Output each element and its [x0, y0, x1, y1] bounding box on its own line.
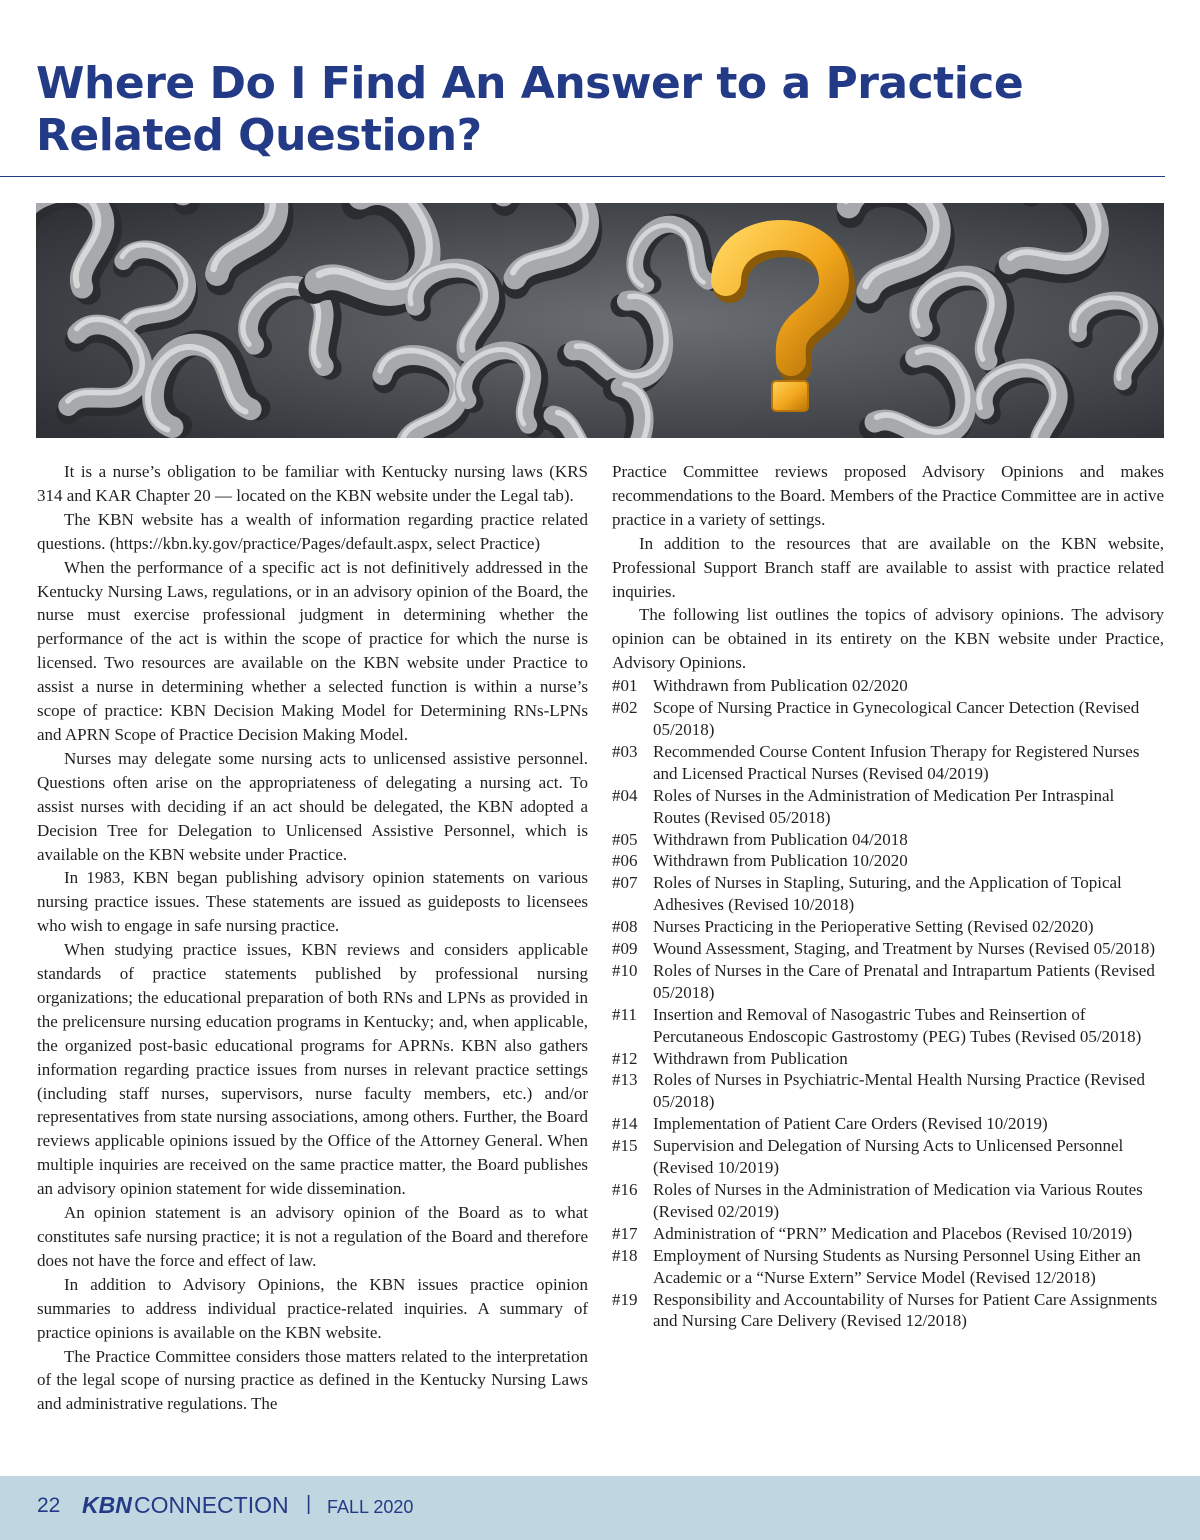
brand-logo-text: CONNECTION	[134, 1492, 289, 1518]
opinion-number: #09	[612, 939, 638, 959]
paragraph: Nurses may delegate some nursing acts to unlicensed assistive personnel. Questions often arise on the appropriateness of delegating a nursing act. To assist nurses with deciding if an act should be delegated, the KBN adopted a Decision Tree for Delegation to Unlicensed Assistive Personnel, which is available on the KBN website under Practice.	[37, 748, 588, 864]
opinion-number: #17	[612, 1223, 638, 1243]
opinion-number: #05	[612, 829, 638, 849]
advisory-opinion-item	[612, 1223, 1164, 1245]
paragraph: When studying practice issues, KBN reviews and considers applicable standards of practice statements published by professional nursing organizations; the educational preparation of both RNs and LPNs as provided in the prelicensure nursing education programs in Kentucky; and, when applicable, the organized post-basic educational programs for APRNs. KBN also gathers information regarding practice issues from nurses in relevant practice settings (including staff nurses, supervisors, nurse faculty members, etc.) and/or representatives from state nursing associations, among others. Further, the Board reviews applicable opinions issued by the Office of the Attorney General. When multiple inquiries are received on the same practice matter, the Board publishes an advisory opinion statement for wide dissemination.	[37, 940, 588, 1199]
opinion-number: #18	[612, 1245, 638, 1265]
opinion-number: #04	[612, 785, 638, 805]
right-column	[612, 460, 1164, 1332]
issue-label: FALL 2020	[327, 1497, 414, 1517]
opinion-title: Roles of Nurses in Psychiatric-Mental Health Nursing Practice (Revised 05/2018)	[653, 1070, 1145, 1112]
opinion-number: #15	[612, 1136, 638, 1156]
opinion-number: #10	[612, 960, 638, 980]
opinion-number: #02	[612, 698, 638, 718]
opinion-title: Withdrawn from Publication 04/2018	[653, 829, 908, 849]
advisory-opinion-item	[612, 1289, 1164, 1333]
opinion-number: #08	[612, 917, 638, 937]
advisory-opinion-item	[612, 850, 1164, 872]
opinion-number: #16	[612, 1180, 638, 1199]
advisory-opinion-item	[612, 1135, 1164, 1179]
opinion-number: #01	[612, 676, 638, 696]
opinion-title: Roles of Nurses in Stapling, Suturing, and the Application of Topical Adhesives (Revised 10/2018)	[653, 873, 1122, 915]
opinion-number: #11	[612, 1004, 637, 1024]
advisory-opinion-item	[612, 1113, 1164, 1135]
opinion-title: Roles of Nurses in the Care of Prenatal and Intrapartum Patients (Revised 05/2018)	[653, 960, 1155, 1002]
opinion-title: Roles of Nurses in the Administration of Medication Per Intraspinal Routes (Revised 05/2018)	[653, 785, 1115, 827]
paragraph: In addition to Advisory Opinions, the KBN issues practice opinion summaries to address individual practice-related inquiries. A summary of practice opinions is available on the KBN website.	[37, 1274, 588, 1342]
paragraph-continuation: Practice Committee reviews proposed Advisory Opinions and makes recommendations to the Board. Members of the Practice Committee are in active practice in a variety of settings.	[612, 462, 1164, 529]
question-marks-image	[36, 203, 1164, 438]
paragraph: An opinion statement is an advisory opinion of the Board as to what constitutes safe nursing practice; it is not a regulation of the Board and therefore does not have the force and effect of law.	[37, 1203, 588, 1270]
opinion-number: #19	[612, 1289, 638, 1309]
opinion-number: #06	[612, 851, 638, 871]
opinion-title: Responsibility and Accountability of Nurses for Patient Care Assignments and Nursing Care Delivery (Revised 12/2018)	[653, 1289, 1158, 1331]
paragraph: In addition to the resources that are available on the KBN website, Professional Support Branch staff are available to assist with practice related inquiries.	[612, 533, 1164, 601]
paragraph: The Practice Committee considers those matters related to the interpretation of the legal scope of nursing practice as defined in the Kentucky Nursing Laws and administrative regulations. The	[37, 1346, 588, 1414]
advisory-opinion-item	[612, 697, 1164, 741]
opinion-title: Scope of Nursing Practice in Gynecological Cancer Detection (Revised 05/2018)	[653, 698, 1140, 739]
advisory-opinion-item	[612, 1069, 1164, 1113]
paragraph: When the performance of a specific act is not definitively addressed in the Kentucky Nursing Laws, regulations, or in an advisory opinion of the Board, the nurse must exercise professional judgment in determining whether the performance of the act is within the scope of practice for which the nurse is licensed. Two resources are available on the KBN website under Practice to assist a nurse in determining whether a selected function is within a nurse’s scope of practice: KBN Decision Making Model for Determining RNs-LPNs and APRN Scope of Practice Decision Making Model.	[37, 557, 588, 744]
advisory-opinion-item	[612, 1245, 1164, 1289]
paragraph: The KBN website has a wealth of information regarding practice related questions. (https://kbn.ky.gov/practice/Pages/default.aspx, select Practice)	[37, 509, 588, 553]
advisory-opinion-item	[612, 675, 1164, 697]
page-number: 22	[37, 1494, 61, 1517]
opinion-title: Nurses Practicing in the Perioperative Setting (Revised 02/2020)	[653, 917, 1094, 937]
left-column	[37, 460, 588, 1416]
opinion-number: #07	[612, 873, 638, 893]
page-footer	[0, 1476, 1200, 1540]
opinion-title: Supervision and Delegation of Nursing Acts to Unlicensed Personnel (Revised 10/2019)	[653, 1136, 1124, 1178]
title-divider	[0, 176, 1165, 177]
opinion-title: Administration of “PRN” Medication and Placebos (Revised 10/2019)	[653, 1223, 1133, 1243]
opinion-title: Recommended Course Content Infusion Therapy for Registered Nurses and Licensed Practical Nurses (Revised 04/2019)	[653, 741, 1140, 783]
opinion-number: #12	[612, 1048, 638, 1068]
advisory-opinion-item	[612, 938, 1164, 960]
advisory-opinion-item	[612, 829, 1164, 851]
advisory-opinion-item	[612, 741, 1164, 785]
opinion-title: Withdrawn from Publication 10/2020	[653, 851, 908, 871]
opinion-number: #14	[612, 1114, 638, 1134]
advisory-opinion-item	[612, 1179, 1164, 1223]
opinion-title: Wound Assessment, Staging, and Treatment by Nurses (Revised 05/2018)	[653, 939, 1155, 959]
advisory-opinion-item	[612, 1048, 1164, 1070]
advisory-opinion-item	[612, 916, 1164, 938]
opinion-title: Employment of Nursing Students as Nursing Personnel Using Either an Academic or a “Nurse Extern” Service Model (Revised 12/2018)	[653, 1245, 1141, 1287]
opinion-title: Withdrawn from Publication 02/2020	[653, 676, 908, 696]
opinion-title: Roles of Nurses in the Administration of Medication via Various Routes (Revised 02/2019)	[653, 1180, 1143, 1221]
paragraph: The following list outlines the topics of advisory opinions. The advisory opinion can be obtained in its entirety on the KBN website under Practice, Advisory Opinions.	[612, 605, 1164, 673]
opinion-title: Insertion and Removal of Nasogastric Tubes and Reinsertion of Percutaneous Endoscopic Gastrostomy (PEG) Tubes (Revised 05/2018)	[653, 1004, 1142, 1046]
footer-separator: |	[306, 1493, 312, 1515]
opinion-number: #03	[612, 741, 638, 761]
paragraph: It is a nurse’s obligation to be familiar with Kentucky nursing laws (KRS 314 and KAR Chapter 20 — located on the KBN website under the Legal tab).	[37, 462, 588, 505]
article-title: Where Do I Find An Answer to a Practice Related Question?	[36, 58, 1024, 161]
opinion-number: #13	[612, 1070, 638, 1090]
advisory-opinion-item	[612, 1004, 1164, 1048]
brand-logo-bold: KBN	[82, 1492, 132, 1518]
opinion-title: Withdrawn from Publication	[653, 1048, 848, 1068]
paragraph: In 1983, KBN began publishing advisory opinion statements on various nursing practice issues. These statements are issued as guideposts to licensees who wish to engage in safe nursing practice.	[37, 868, 588, 936]
advisory-opinion-item	[612, 785, 1164, 829]
advisory-opinion-item	[612, 960, 1164, 1004]
opinion-title: Implementation of Patient Care Orders (Revised 10/2019)	[653, 1114, 1048, 1134]
advisory-opinion-list	[612, 675, 1164, 1332]
advisory-opinion-item	[612, 872, 1164, 916]
